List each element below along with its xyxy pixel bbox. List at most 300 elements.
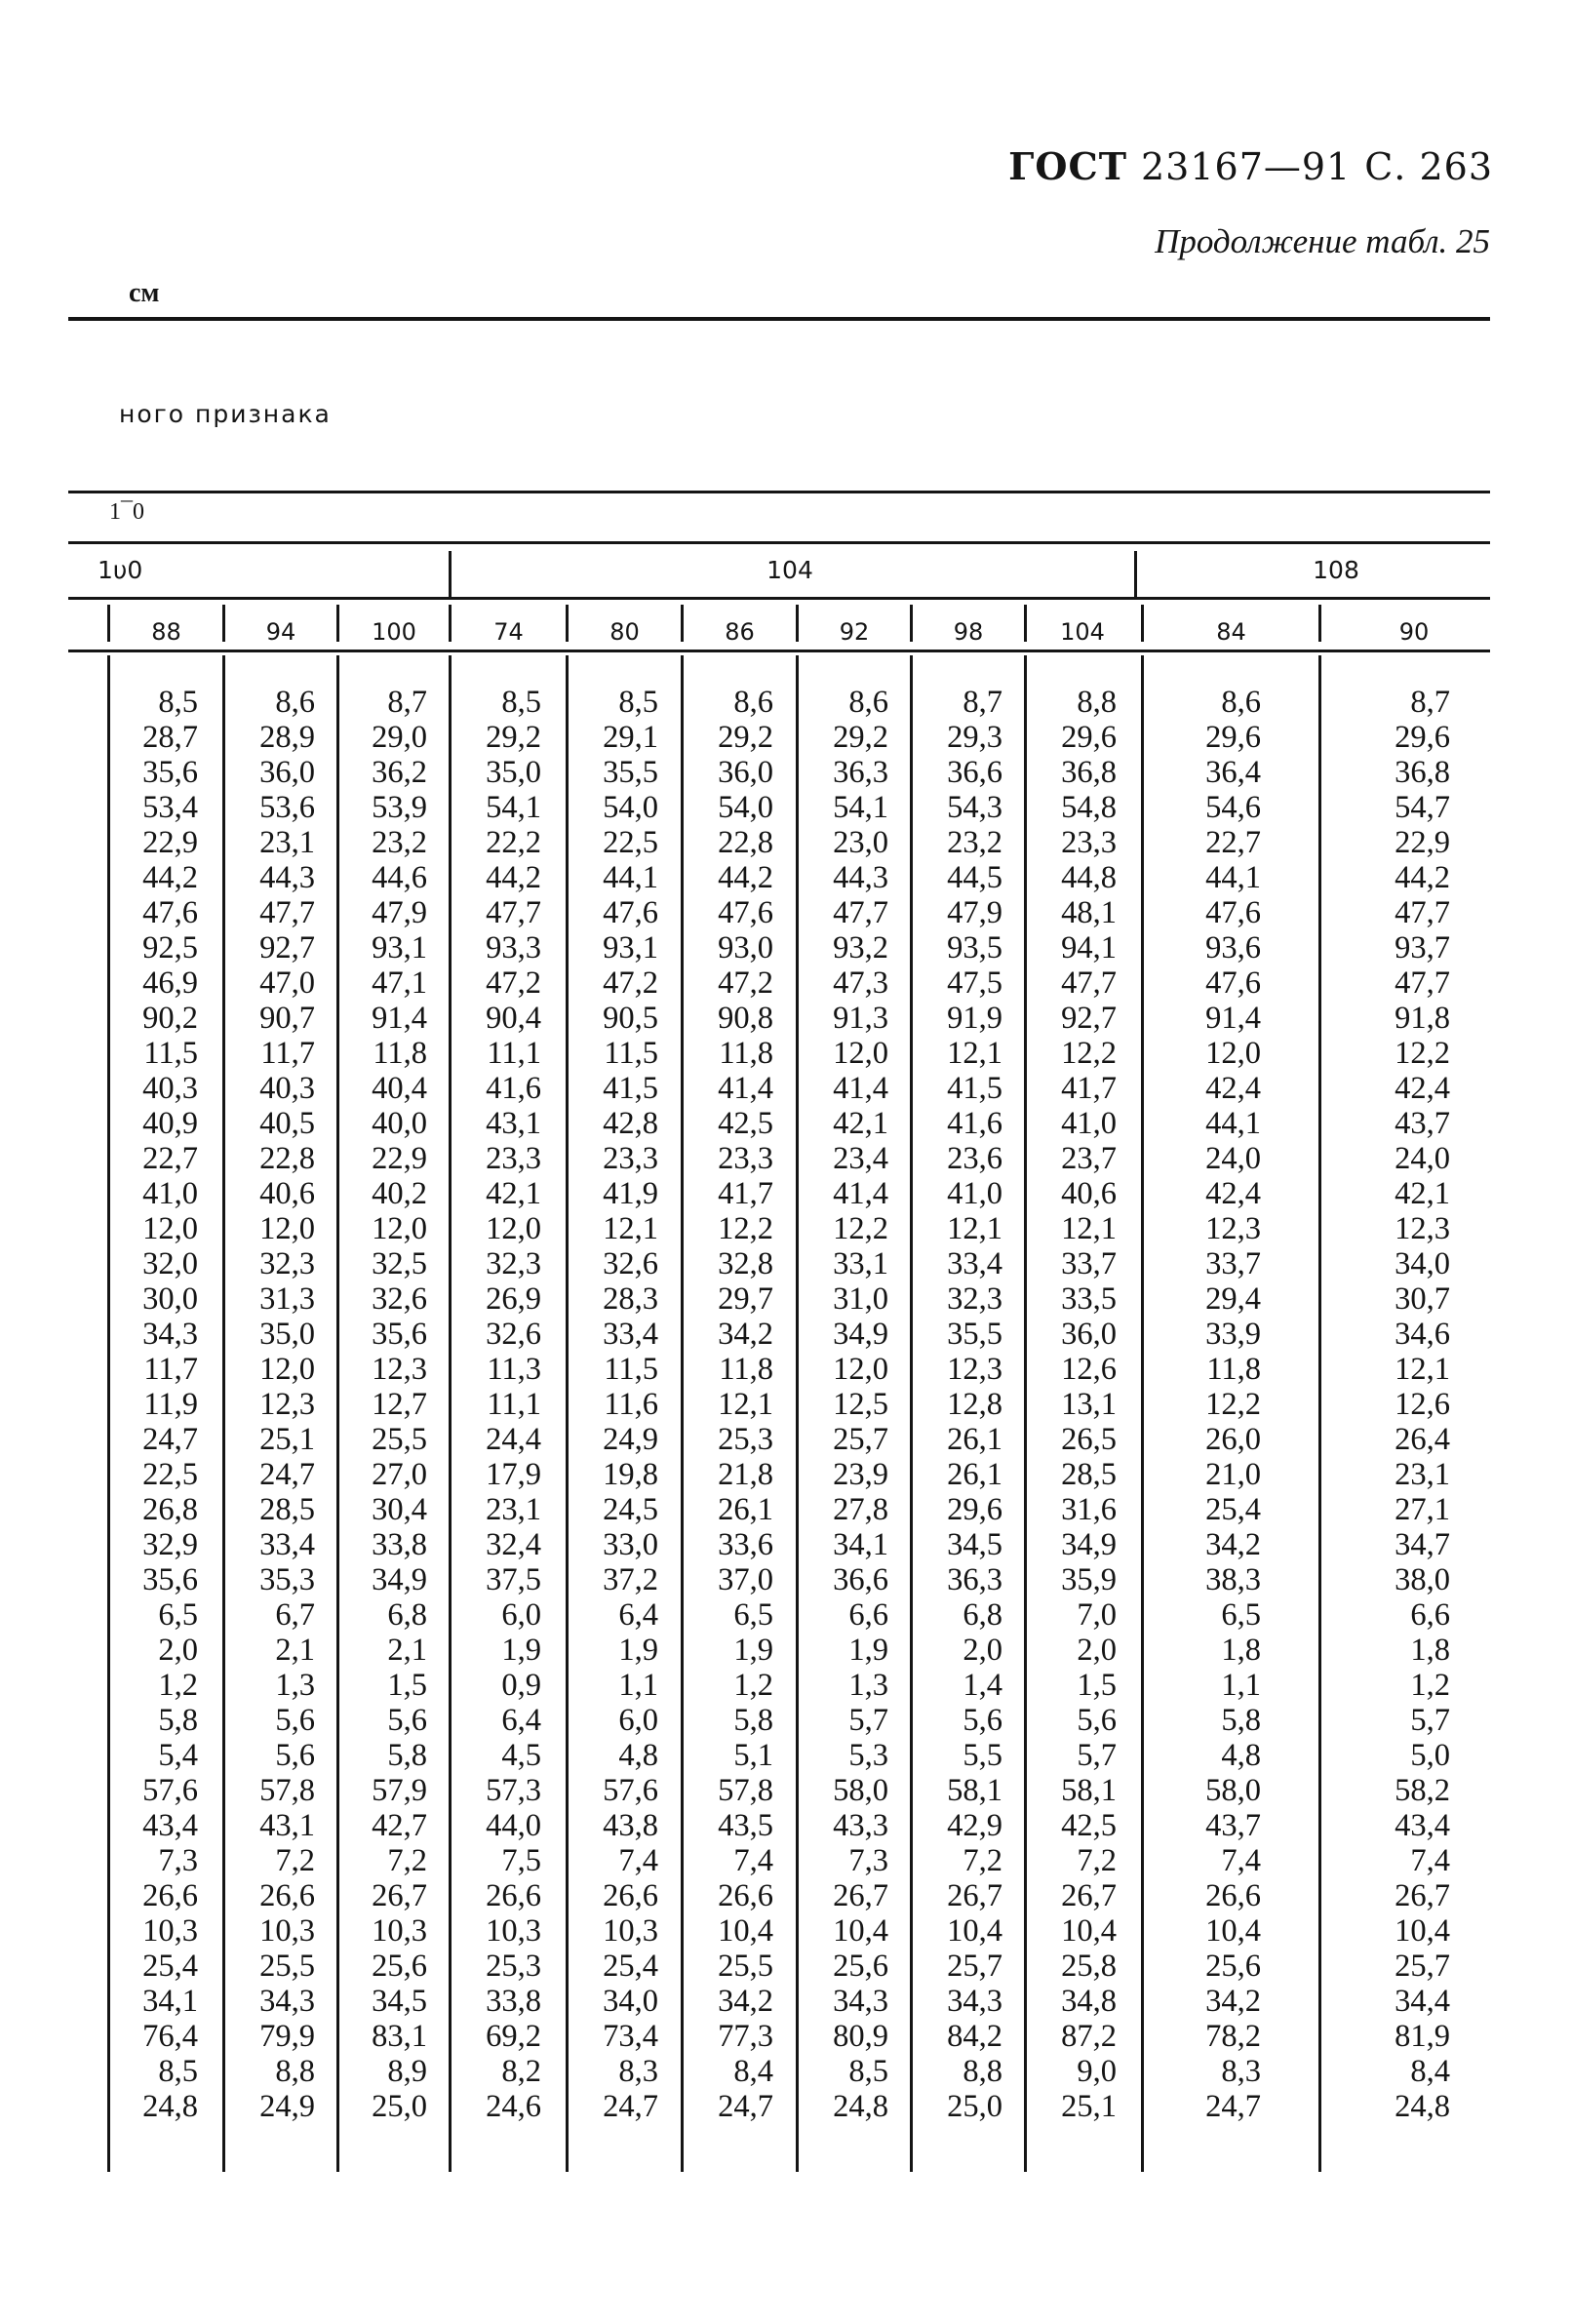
table-cell: 42,1 (833, 1106, 888, 1141)
table-cell: 2,0 (158, 1633, 198, 1668)
table-cell: 10,3 (259, 1913, 315, 1949)
table-cell: 36,2 (372, 755, 427, 790)
table-cell: 47,6 (1205, 965, 1261, 1001)
table-cell: 93,0 (718, 930, 773, 965)
table-cell: 26,6 (1205, 1878, 1261, 1913)
table-cell: 22,9 (142, 825, 198, 860)
table-cell: 24,8 (833, 2089, 888, 2124)
table-cell: 12,0 (259, 1211, 315, 1246)
table-cell: 8,6 (275, 685, 315, 720)
table-cell: 1,8 (1410, 1633, 1450, 1668)
table-cell: 24,7 (603, 2089, 658, 2124)
table-cell: 12,3 (947, 1352, 1002, 1387)
table-cell: 29,6 (1061, 720, 1117, 755)
table-cell: 33,5 (1061, 1281, 1117, 1317)
table-cell: 54,6 (1205, 790, 1261, 825)
table-cell: 42,4 (1205, 1071, 1261, 1106)
table-cell: 26,6 (718, 1878, 773, 1913)
table-cell: 87,2 (1061, 2019, 1117, 2054)
table-cell: 47,6 (142, 895, 198, 930)
table-cell: 23,9 (833, 1457, 888, 1492)
table-cell: 40,5 (259, 1106, 315, 1141)
table-cell: 12,6 (1061, 1352, 1117, 1387)
table-cell: 32,8 (718, 1246, 773, 1281)
table-cell: 5,1 (733, 1738, 773, 1773)
table-cell: 35,5 (947, 1317, 1002, 1352)
table-cell: 36,0 (1061, 1317, 1117, 1352)
table-cell: 91,4 (1205, 1001, 1261, 1036)
data-column-94 (225, 685, 315, 2124)
table-cell: 8,5 (848, 2054, 888, 2089)
table-cell: 22,7 (1205, 825, 1261, 860)
table-cell: 40,3 (142, 1071, 198, 1106)
table-cell: 22,7 (142, 1141, 198, 1176)
table-cell: 2,1 (275, 1633, 315, 1668)
table-cell: 10,4 (1395, 1913, 1450, 1949)
data-column-90 (1321, 685, 1450, 2124)
table-cell: 24,4 (486, 1422, 541, 1457)
table-cell: 37,5 (486, 1562, 541, 1597)
table-cell: 17,9 (486, 1457, 541, 1492)
table-cell: 47,5 (947, 965, 1002, 1001)
data-column-88 (110, 685, 198, 2124)
table-cell: 42,1 (1395, 1176, 1450, 1211)
table-cell: 58,0 (1205, 1773, 1261, 1808)
table-cell: 35,3 (259, 1562, 315, 1597)
table-cell: 12,0 (833, 1036, 888, 1071)
table-cell: 26,7 (372, 1878, 427, 1913)
table-cell: 10,4 (833, 1913, 888, 1949)
table-cell: 34,5 (372, 1984, 427, 2019)
table-cell: 47,7 (1061, 965, 1117, 1001)
table-cell: 54,1 (833, 790, 888, 825)
table-cell: 32,5 (372, 1246, 427, 1281)
table-cell: 24,9 (259, 2089, 315, 2124)
table-cell: 21,8 (718, 1457, 773, 1492)
table-cell: 8,3 (1221, 2054, 1261, 2089)
table-cell: 78,2 (1205, 2019, 1261, 2054)
table-cell: 46,9 (142, 965, 198, 1001)
table-cell: 57,6 (142, 1773, 198, 1808)
table-cell: 34,2 (1205, 1527, 1261, 1562)
table-cell: 54,0 (718, 790, 773, 825)
table-cell: 25,1 (259, 1422, 315, 1457)
table-cell: 23,3 (603, 1141, 658, 1176)
table-cell: 4,5 (501, 1738, 541, 1773)
table-cell: 40,6 (259, 1176, 315, 1211)
table-cell: 34,5 (947, 1527, 1002, 1562)
table-cell: 38,3 (1205, 1562, 1261, 1597)
table-cell: 12,2 (1061, 1036, 1117, 1071)
table-cell: 36,3 (833, 755, 888, 790)
table-cell: 5,7 (1410, 1703, 1450, 1738)
table-cell: 42,7 (372, 1808, 427, 1843)
table-cell: 26,9 (486, 1281, 541, 1317)
table-cell: 26,6 (142, 1878, 198, 1913)
table-cell: 84,2 (947, 2019, 1002, 2054)
table-cell: 32,0 (142, 1246, 198, 1281)
table-cell: 44,2 (1395, 860, 1450, 895)
table-cell: 5,6 (963, 1703, 1002, 1738)
table-cell: 42,1 (486, 1176, 541, 1211)
unit-label: см (129, 278, 160, 308)
table-cell: 12,1 (1395, 1352, 1450, 1387)
table-cell: 12,1 (718, 1387, 773, 1422)
table-cell: 8,7 (387, 685, 427, 720)
table-cell: 22,8 (259, 1141, 315, 1176)
table-cell: 12,3 (259, 1387, 315, 1422)
table-cell: 21,0 (1205, 1457, 1261, 1492)
table-cell: 10,3 (486, 1913, 541, 1949)
rule-2 (68, 491, 1490, 493)
table-cell: 42,4 (1395, 1071, 1450, 1106)
group-label-2: 104 (766, 556, 813, 584)
table-cell: 1,2 (733, 1668, 773, 1703)
table-cell: 41,5 (603, 1071, 658, 1106)
table-cell: 7,4 (618, 1843, 658, 1878)
table-cell: 26,6 (259, 1878, 315, 1913)
table-cell: 44,1 (1205, 860, 1261, 895)
table-cell: 5,0 (1410, 1738, 1450, 1773)
table-cell: 57,3 (486, 1773, 541, 1808)
table-cell: 25,3 (486, 1949, 541, 1984)
data-column-80 (569, 685, 658, 2124)
table-cell: 8,7 (1410, 685, 1450, 720)
table-cell: 25,4 (1205, 1492, 1261, 1527)
table-cell: 93,3 (486, 930, 541, 965)
table-cell: 24,0 (1395, 1141, 1450, 1176)
table-cell: 41,0 (142, 1176, 198, 1211)
table-cell: 31,0 (833, 1281, 888, 1317)
table-cell: 22,2 (486, 825, 541, 860)
table-cell: 25,0 (372, 2089, 427, 2124)
table-cell: 90,5 (603, 1001, 658, 1036)
table-cell: 23,0 (833, 825, 888, 860)
table-cell: 35,5 (603, 755, 658, 790)
table-cell: 44,6 (372, 860, 427, 895)
table-cell: 32,3 (947, 1281, 1002, 1317)
table-cell: 5,6 (275, 1738, 315, 1773)
table-cell: 29,7 (718, 1281, 773, 1317)
table-cell: 1,3 (848, 1668, 888, 1703)
column-header-94: 94 (265, 618, 296, 646)
table-cell: 40,0 (372, 1106, 427, 1141)
column-header-84: 84 (1216, 618, 1246, 646)
table-cell: 7,0 (1077, 1597, 1117, 1633)
table-cell: 5,5 (963, 1738, 1002, 1773)
height-label: 1¯0 (109, 499, 144, 525)
table-cell: 43,8 (603, 1808, 658, 1843)
table-cell: 12,1 (603, 1211, 658, 1246)
table-cell: 40,6 (1061, 1176, 1117, 1211)
table-cell: 23,1 (486, 1492, 541, 1527)
column-header-80: 80 (609, 618, 640, 646)
table-cell: 32,9 (142, 1527, 198, 1562)
table-cell: 40,2 (372, 1176, 427, 1211)
table-cell: 44,8 (1061, 860, 1117, 895)
table-cell: 0,9 (501, 1668, 541, 1703)
table-cell: 41,4 (833, 1071, 888, 1106)
table-cell: 79,9 (259, 2019, 315, 2054)
table-cell: 11,1 (487, 1387, 541, 1422)
table-cell: 7,4 (733, 1843, 773, 1878)
table-cell: 12,2 (718, 1211, 773, 1246)
table-cell: 5,7 (848, 1703, 888, 1738)
table-cell: 34,3 (142, 1317, 198, 1352)
table-cell: 34,9 (1061, 1527, 1117, 1562)
table-cell: 25,5 (718, 1949, 773, 1984)
table-cell: 94,1 (1061, 930, 1117, 965)
table-cell: 36,3 (947, 1562, 1002, 1597)
table-cell: 40,4 (372, 1071, 427, 1106)
table-cell: 28,7 (142, 720, 198, 755)
table-cell: 26,7 (833, 1878, 888, 1913)
table-cell: 25,7 (947, 1949, 1002, 1984)
table-cell: 22,9 (1395, 825, 1450, 860)
table-cell: 33,4 (947, 1246, 1002, 1281)
table-cell: 36,6 (947, 755, 1002, 790)
table-cell: 8,4 (733, 2054, 773, 2089)
table-cell: 47,7 (486, 895, 541, 930)
table-cell: 8,7 (963, 685, 1002, 720)
table-cell: 25,1 (1061, 2089, 1117, 2124)
table-cell: 33,4 (603, 1317, 658, 1352)
table-cell: 29,6 (1395, 720, 1450, 755)
table-cell: 24,8 (142, 2089, 198, 2124)
table-cell: 47,3 (833, 965, 888, 1001)
table-cell: 10,3 (142, 1913, 198, 1949)
table-cell: 24,0 (1205, 1141, 1261, 1176)
table-cell: 44,3 (259, 860, 315, 895)
table-cell: 25,5 (259, 1949, 315, 1984)
table-cell: 10,3 (372, 1913, 427, 1949)
table-cell: 12,1 (1061, 1211, 1117, 1246)
table-cell: 34,8 (1061, 1984, 1117, 2019)
table-cell: 81,9 (1395, 2019, 1450, 2054)
table-cell: 29,2 (718, 720, 773, 755)
table-cell: 23,2 (372, 825, 427, 860)
table-cell: 5,8 (387, 1738, 427, 1773)
table-cell: 34,3 (833, 1984, 888, 2019)
table-cell: 11,7 (260, 1036, 315, 1071)
table-cell: 8,5 (618, 685, 658, 720)
group-label-1: 1υ0 (98, 556, 143, 584)
table-cell: 4,8 (618, 1738, 658, 1773)
table-cell: 1,9 (848, 1633, 888, 1668)
table-cell: 25,0 (947, 2089, 1002, 2124)
table-cell: 57,8 (718, 1773, 773, 1808)
table-cell: 8,6 (733, 685, 773, 720)
table-cell: 29,2 (833, 720, 888, 755)
table-cell: 8,5 (501, 685, 541, 720)
table-cell: 27,1 (1395, 1492, 1450, 1527)
table-cell: 33,9 (1205, 1317, 1261, 1352)
table-cell: 34,9 (372, 1562, 427, 1597)
table-cell: 23,7 (1061, 1141, 1117, 1176)
table-cell: 12,6 (1395, 1387, 1450, 1422)
table-cell: 36,0 (718, 755, 773, 790)
table-cell: 5,6 (387, 1703, 427, 1738)
table-cell: 11,5 (604, 1036, 658, 1071)
table-cell: 5,6 (1077, 1703, 1117, 1738)
sign-label: ного признака (119, 400, 332, 428)
table-cell: 8,5 (158, 685, 198, 720)
table-cell: 34,3 (259, 1984, 315, 2019)
table-cell: 25,4 (603, 1949, 658, 1984)
table-cell: 9,0 (1077, 2054, 1117, 2089)
table-cell: 47,6 (1205, 895, 1261, 930)
table-cell: 54,1 (486, 790, 541, 825)
table-cell: 26,8 (142, 1492, 198, 1527)
table-cell: 69,2 (486, 2019, 541, 2054)
table-cell: 36,6 (833, 1562, 888, 1597)
table-cell: 12,8 (947, 1387, 1002, 1422)
table-cell: 41,5 (947, 1071, 1002, 1106)
table-cell: 25,6 (372, 1949, 427, 1984)
table-cell: 7,4 (1221, 1843, 1261, 1878)
table-cell: 33,8 (486, 1984, 541, 2019)
table-cell: 92,7 (259, 930, 315, 965)
table-cell: 25,3 (718, 1422, 773, 1457)
table-cell: 19,8 (603, 1457, 658, 1492)
table-cell: 8,8 (1077, 685, 1117, 720)
table-cell: 12,3 (1205, 1211, 1261, 1246)
table-cell: 28,9 (259, 720, 315, 755)
table-cell: 47,1 (372, 965, 427, 1001)
table-cell: 47,7 (833, 895, 888, 930)
data-column-98 (913, 685, 1002, 2124)
table-cell: 1,4 (963, 1668, 1002, 1703)
table-cell: 12,2 (1395, 1036, 1450, 1071)
table-cell: 26,1 (947, 1457, 1002, 1492)
table-cell: 12,0 (372, 1211, 427, 1246)
table-cell: 34,2 (718, 1984, 773, 2019)
table-cell: 26,1 (718, 1492, 773, 1527)
table-cell: 35,6 (372, 1317, 427, 1352)
table-cell: 77,3 (718, 2019, 773, 2054)
table-cell: 42,5 (718, 1106, 773, 1141)
table-cell: 8,6 (1221, 685, 1261, 720)
table-cell: 32,6 (486, 1317, 541, 1352)
table-cell: 93,7 (1395, 930, 1450, 965)
table-cell: 23,6 (947, 1141, 1002, 1176)
table-cell: 11,8 (373, 1036, 427, 1071)
table-cell: 23,4 (833, 1141, 888, 1176)
table-cell: 43,4 (142, 1808, 198, 1843)
table-cell: 1,2 (1410, 1668, 1450, 1703)
table-cell: 93,1 (372, 930, 427, 965)
table-cell: 33,8 (372, 1527, 427, 1562)
table-cell: 41,4 (833, 1176, 888, 1211)
table-cell: 91,9 (947, 1001, 1002, 1036)
table-cell: 1,8 (1221, 1633, 1261, 1668)
table-cell: 58,0 (833, 1773, 888, 1808)
table-cell: 24,7 (259, 1457, 315, 1492)
table-cell: 57,6 (603, 1773, 658, 1808)
table-cell: 12,3 (1395, 1211, 1450, 1246)
table-cell: 6,8 (387, 1597, 427, 1633)
table-cell: 28,5 (1061, 1457, 1117, 1492)
table-cell: 26,7 (947, 1878, 1002, 1913)
table-cell: 43,7 (1395, 1106, 1450, 1141)
table-cell: 34,6 (1395, 1317, 1450, 1352)
table-cell: 26,7 (1395, 1878, 1450, 1913)
table-cell: 47,2 (603, 965, 658, 1001)
table-cell: 6,4 (501, 1703, 541, 1738)
table-cell: 7,2 (1077, 1843, 1117, 1878)
table-cell: 44,0 (486, 1808, 541, 1843)
table-cell: 8,5 (158, 2054, 198, 2089)
table-cell: 36,8 (1061, 755, 1117, 790)
table-cell: 34,1 (833, 1527, 888, 1562)
table-cell: 35,0 (486, 755, 541, 790)
table-cell: 32,3 (486, 1246, 541, 1281)
table-cell: 11,5 (604, 1352, 658, 1387)
table-cell: 47,6 (718, 895, 773, 930)
table-cell: 29,6 (1205, 720, 1261, 755)
table-cell: 12,0 (486, 1211, 541, 1246)
table-cell: 7,5 (501, 1843, 541, 1878)
table-cell: 6,8 (963, 1597, 1002, 1633)
table-cell: 93,1 (603, 930, 658, 965)
table-cell: 29,6 (947, 1492, 1002, 1527)
table-cell: 7,3 (848, 1843, 888, 1878)
table-cell: 38,0 (1395, 1562, 1450, 1597)
page-header (1008, 144, 1493, 188)
table-cell: 30,0 (142, 1281, 198, 1317)
table-cell: 8,8 (275, 2054, 315, 2089)
table-cell: 36,8 (1395, 755, 1450, 790)
table-cell: 7,2 (963, 1843, 1002, 1878)
table-cell: 25,8 (1061, 1949, 1117, 1984)
table-cell: 47,7 (1395, 965, 1450, 1001)
table-cell: 54,0 (603, 790, 658, 825)
table-cell: 8,8 (963, 2054, 1002, 2089)
table-cell: 27,0 (372, 1457, 427, 1492)
table-cell: 41,6 (947, 1106, 1002, 1141)
table-cell: 43,1 (486, 1106, 541, 1141)
table-cell: 26,0 (1205, 1422, 1261, 1457)
column-header-104: 104 (1060, 618, 1105, 646)
table-cell: 44,2 (718, 860, 773, 895)
table-cell: 5,8 (158, 1703, 198, 1738)
table-cell: 6,5 (733, 1597, 773, 1633)
table-cell: 91,8 (1395, 1001, 1450, 1036)
table-cell: 40,3 (259, 1071, 315, 1106)
table-cell: 10,4 (1205, 1913, 1261, 1949)
table-cell: 8,4 (1410, 2054, 1450, 2089)
table-cell: 28,3 (603, 1281, 658, 1317)
group-divider (449, 551, 452, 600)
table-cell: 11,1 (487, 1036, 541, 1071)
table-cell: 91,4 (372, 1001, 427, 1036)
table-cell: 24,7 (1205, 2089, 1261, 2124)
table-cell: 32,4 (486, 1527, 541, 1562)
table-cell: 5,3 (848, 1738, 888, 1773)
table-cell: 30,7 (1395, 1281, 1450, 1317)
table-cell: 34,4 (1395, 1984, 1450, 2019)
table-cell: 34,0 (603, 1984, 658, 2019)
table-cell: 33,0 (603, 1527, 658, 1562)
table-cell: 34,9 (833, 1317, 888, 1352)
table-cell: 31,6 (1061, 1492, 1117, 1527)
table-cell: 47,9 (947, 895, 1002, 930)
table-cell: 41,0 (1061, 1106, 1117, 1141)
table-cell: 12,0 (833, 1352, 888, 1387)
table-cell: 6,0 (618, 1703, 658, 1738)
table-cell: 26,6 (486, 1878, 541, 1913)
table-cell: 93,2 (833, 930, 888, 965)
